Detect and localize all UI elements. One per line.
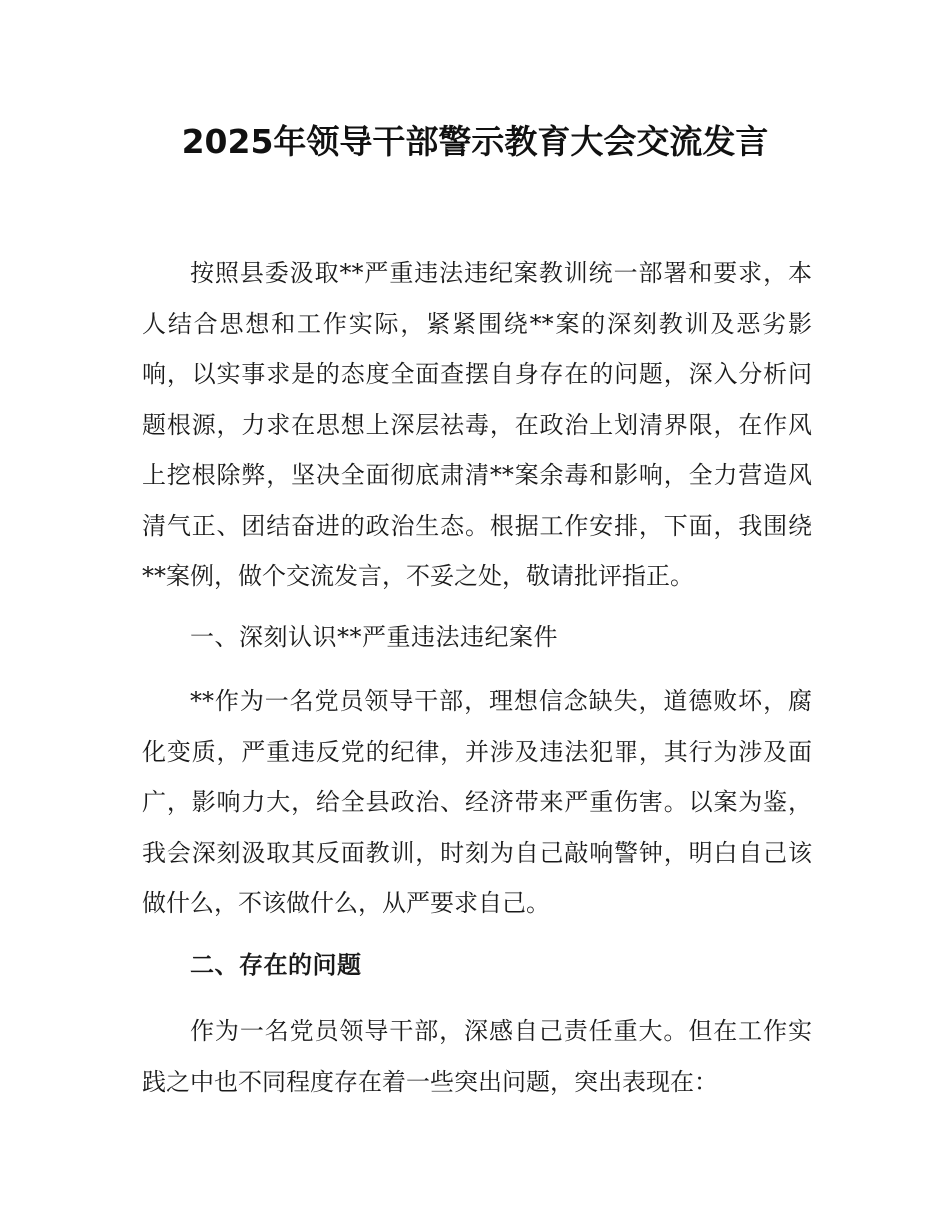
section2-paragraph: 作为一名党员领导干部，深感自己责任重大。但在工作实践之中也不同程度存在着一些突出问题，突出表现在：	[142, 1017, 812, 1096]
document-title: 2025年领导干部警示教育大会交流发言	[181, 122, 769, 161]
section2-heading: 二、存在的问题	[190, 951, 362, 979]
section1-paragraph: **作为一名党员领导干部，理想信念缺失，道德败坏，腐化变质，严重违反党的纪律，并涉及违法犯罪，其行为涉及面广，影响力大，给全县政治、经济带来严重伤害。以案为鉴，我会深刻汲取其反面教训，时刻为自己敲响警钟，明白自己该做什么，不该做什么，从严要求自己。	[142, 687, 812, 917]
intro-paragraph: 按照县委汲取**严重违法违纪案教训统一部署和要求，本人结合思想和工作实际，紧紧围绕**案的深刻教训及恶劣影响，以实事求是的态度全面查摆自身存在的问题，深入分析问题根源，力求在思想上深层祛毒，在政治上划清界限，在作风上挖根除弊，坚决全面彻底肃清**案余毒和影响，全力营造风清气正、团结奋进的政治生态。根据工作安排，下面，我围绕**案例，做个交流发言，不妥之处，敬请批评指正。	[142, 259, 812, 590]
section1-heading: 一、深刻认识**严重违法违纪案件	[190, 623, 558, 651]
